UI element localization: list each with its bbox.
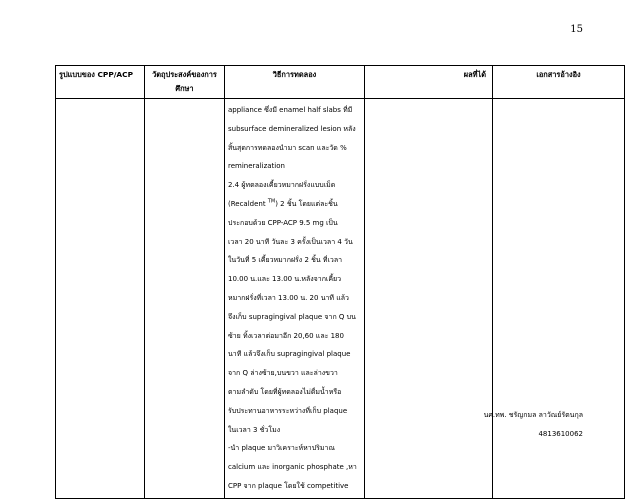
method-line: จึงเก็บ supragingival plaque จาก Q บน bbox=[228, 312, 356, 321]
method-line-recaldent bbox=[228, 195, 361, 214]
method-line: ประกอบด้วย CPP-ACP 9.5 mg เป็น bbox=[228, 218, 338, 227]
author-name: นศ.ทพ. ชรัญกมล ลาวัณย์รัตนกุล bbox=[483, 411, 583, 419]
page-number: 15 bbox=[570, 24, 583, 35]
method-line: ตามลำดับ โดยที่ผู้ทดลองไม่ดื่มน้ำหรือ bbox=[228, 387, 342, 396]
header-results: ผลที่ได้ bbox=[365, 66, 493, 99]
method-line: ในวันที่ 5 เคี้ยวหมากฝรั่ง 2 ชิ้น ที่เวลา bbox=[228, 256, 343, 265]
method-line: calcium และ inorganic phosphate ,หา bbox=[228, 463, 357, 472]
cell-method bbox=[225, 99, 365, 499]
header-study-objective: วัตถุประสงค์ของการศึกษา bbox=[145, 66, 225, 99]
method-line: CPP จาก plaque โดยใช้ competitive bbox=[228, 481, 349, 490]
method-line: นาที แล้วจึงเก็บ supragingival plaque bbox=[228, 350, 351, 359]
method-line: remineralization bbox=[228, 162, 285, 171]
method-line: appliance ซึ่งมี enamel half slabs ที่มี bbox=[228, 106, 353, 114]
method-line: -นำ plaque มาวิเคราะห์หาปริมาณ bbox=[228, 444, 335, 453]
table-header-row bbox=[56, 66, 625, 99]
method-line: ในเวลา 3 ชั่วโมง bbox=[228, 425, 281, 434]
table-row bbox=[56, 99, 625, 499]
trademark-mark: TM bbox=[267, 198, 276, 205]
header-references: เอกสารอ้างอิง bbox=[493, 66, 625, 99]
method-line: เวลา 20 นาที วันละ 3 ครั้งเป็นเวลา 4 วัน bbox=[228, 237, 353, 246]
header-method: วิธีการทดลอง bbox=[225, 66, 365, 99]
cell-cpp-acp-format bbox=[56, 99, 145, 499]
method-line: หมากฝรั่งที่เวลา 13.00 น. 20 นาที แล้ว bbox=[228, 293, 349, 302]
cell-references bbox=[493, 99, 625, 499]
method-line-part: (Recaldent bbox=[228, 199, 268, 208]
cell-results bbox=[365, 99, 493, 499]
method-line: ซ้าย ทิ้งเวลาต่อมาอีก 20,60 และ 180 bbox=[228, 331, 344, 340]
method-line: รับประทานอาหารระหว่างที่เก็บ plaque bbox=[228, 406, 348, 415]
method-line: สิ้นสุดการทดลองนำมา scan และวัด % bbox=[228, 143, 347, 152]
header-cpp-acp-format: รูปแบบของ CPP/ACP bbox=[56, 66, 145, 99]
cell-study-objective bbox=[145, 99, 225, 499]
student-id: 4813610062 bbox=[538, 430, 583, 438]
method-line: จาก Q ล่างซ้าย,บนขวา และล่างขวา bbox=[228, 369, 338, 378]
method-line: subsurface demineralized lesion หลัง bbox=[228, 124, 356, 133]
method-line: 10.00 น.และ 13.00 น.หลังจากเคี้ยว bbox=[228, 275, 342, 284]
method-line: 2.4 ผู้ทดลองเคี้ยวหมากฝรั่งแบบเม็ด bbox=[228, 181, 336, 190]
method-line-part: ) 2 ชิ้น โดยแต่ละชิ้น bbox=[275, 199, 338, 208]
